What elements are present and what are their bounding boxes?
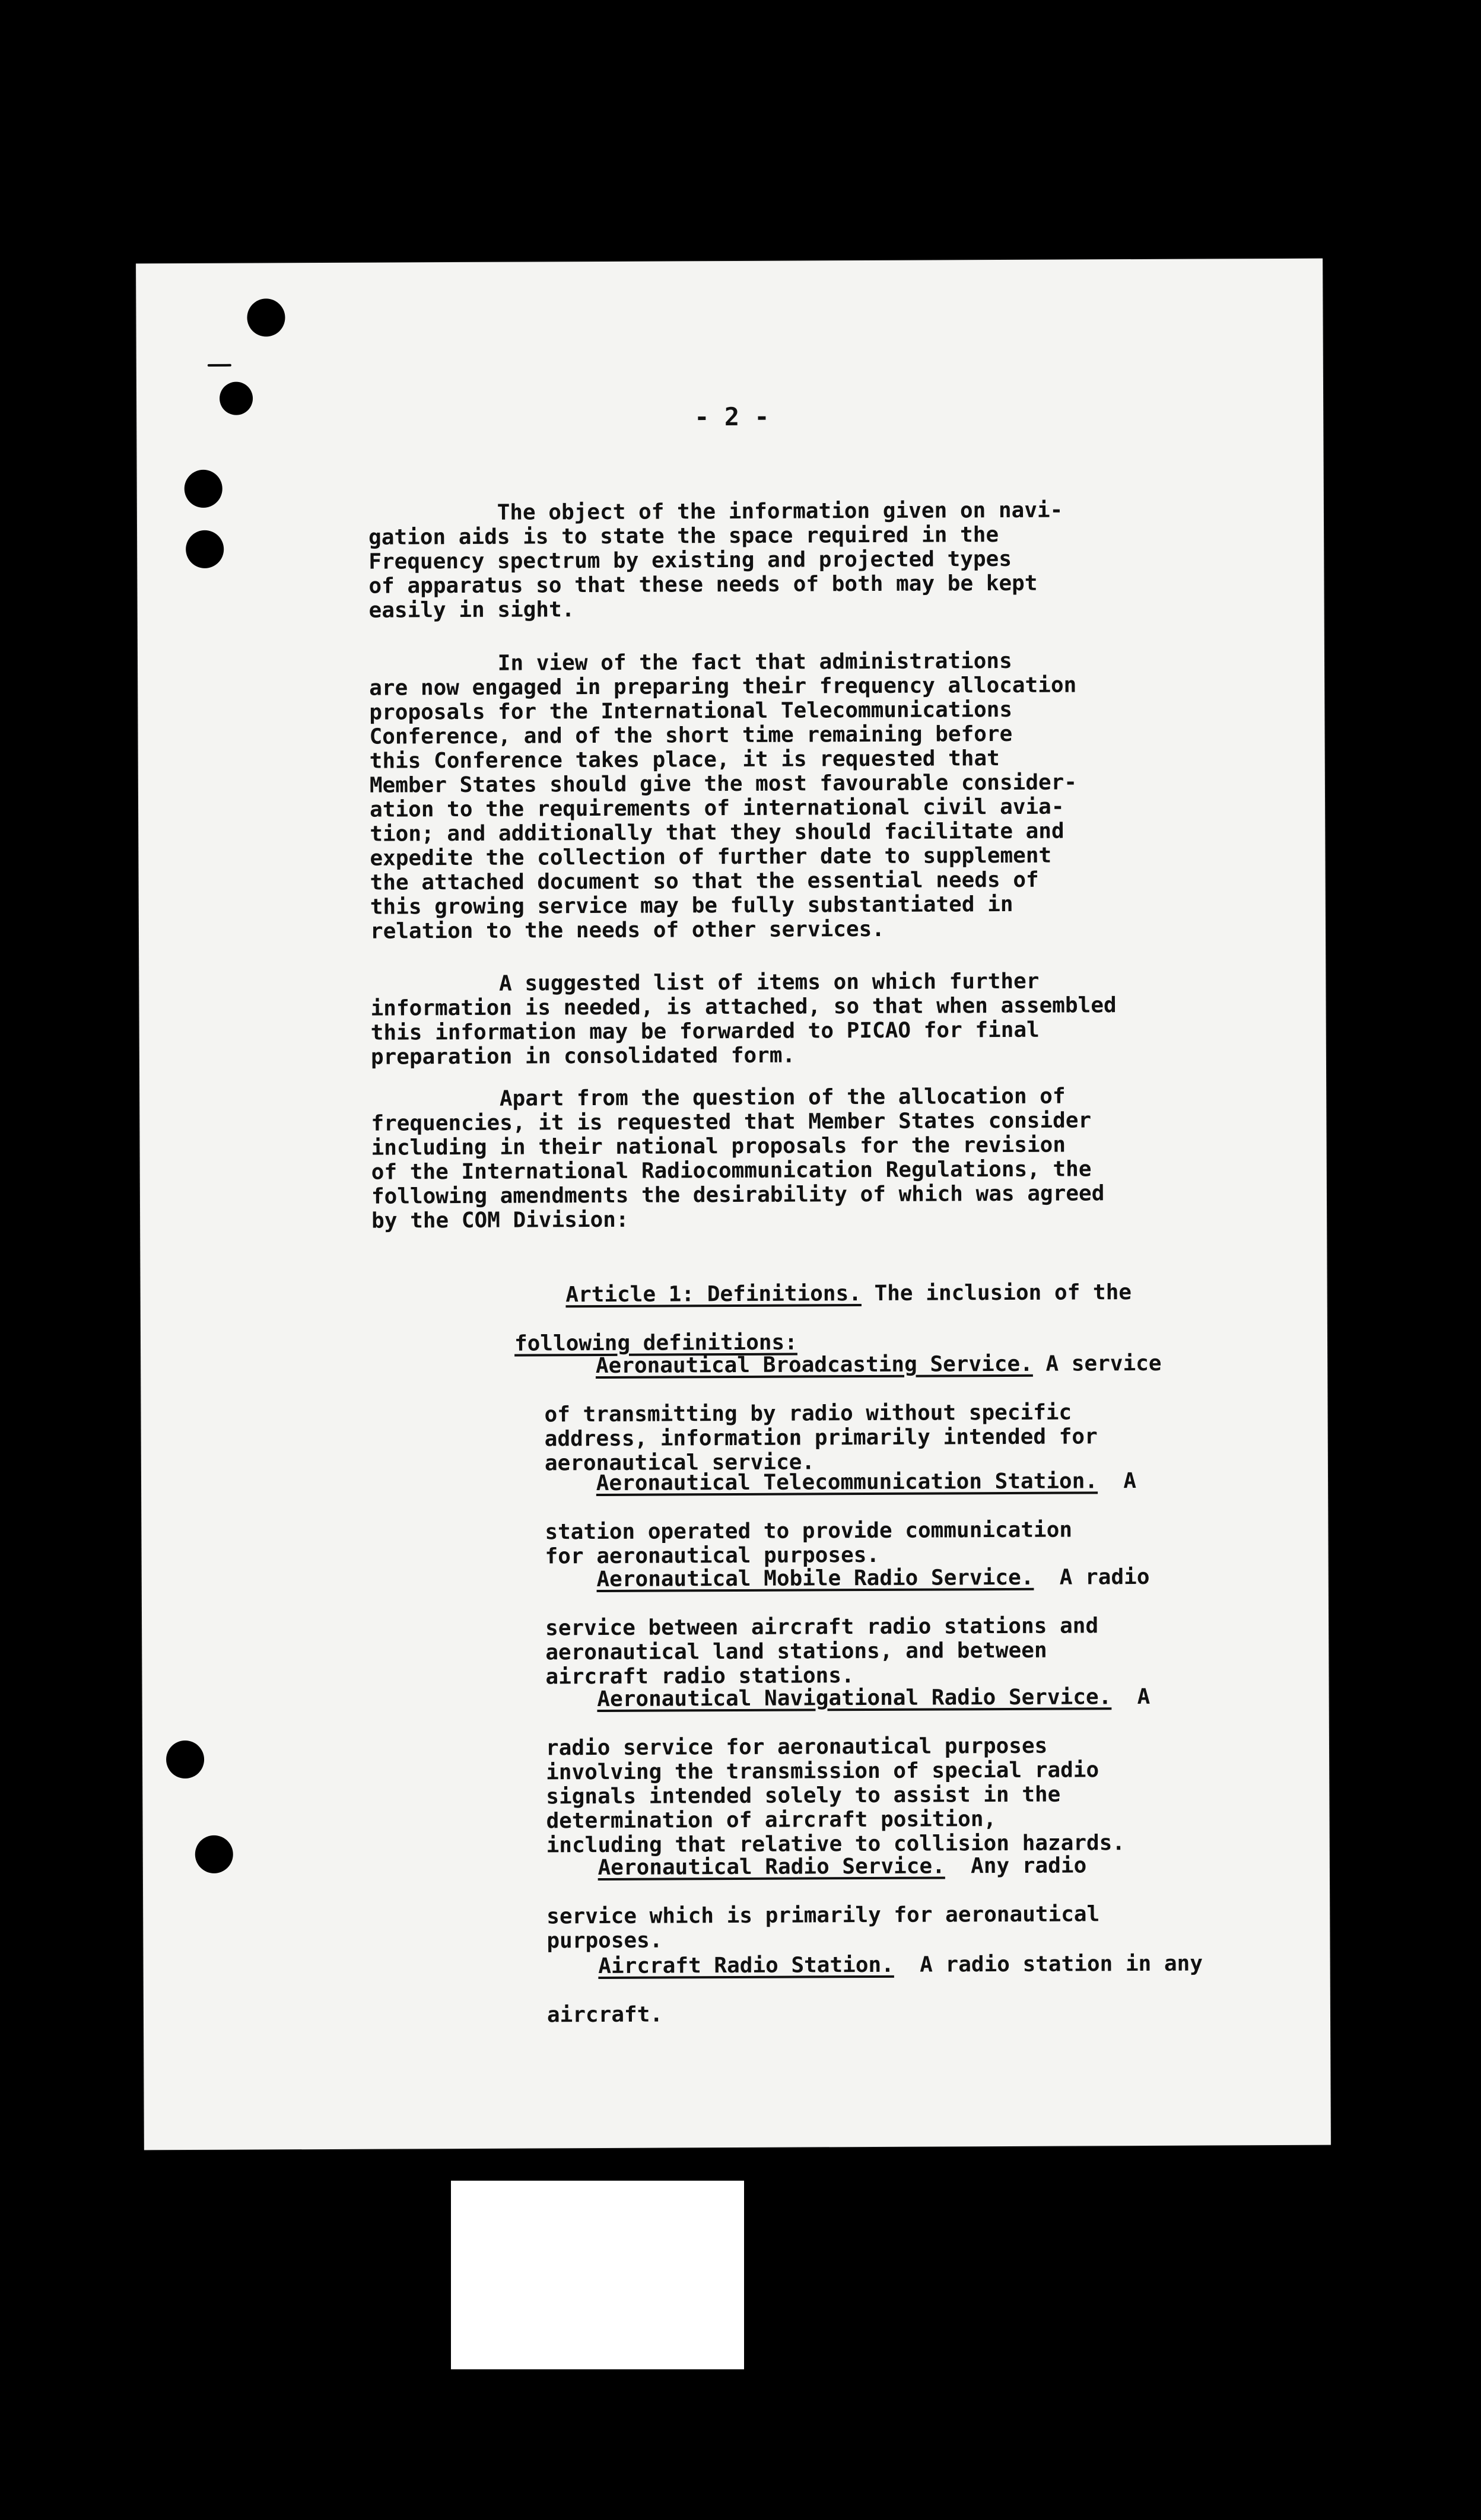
definition-term: Aeronautical Navigational Radio Service. [597, 1685, 1112, 1712]
definition-body: service which is primarily for aeronautical purposes. [546, 1902, 1100, 1953]
punch-hole [166, 1741, 204, 1778]
article-title: Article 1: Definitions. [565, 1281, 862, 1307]
punch-hole [247, 298, 285, 336]
blank-label [451, 2181, 744, 2369]
definition-term: Aeronautical Telecommunication Station. [596, 1469, 1098, 1496]
definition-term: Aeronautical Radio Service. [598, 1854, 945, 1881]
punch-hole [220, 382, 253, 415]
definition-term-tail: A service [1032, 1351, 1162, 1376]
article-title-line2: following definitions: [514, 1330, 797, 1356]
punch-hole [186, 530, 224, 568]
paragraph-administrations: In view of the fact that administrations are now engaged in preparing their frequency allocation proposals for the International Telecommunications Conference, and of the short time remaining before this Conference takes place, it is requested that Member States should give the most favourable consider- ation to the requirements of international civil avia- tion; and additionally that they should facilitate and expedite the collection of further date to supplement the attached document so that the essential needs of this growing service may be fully substantiated in relation to the needs of other services. [368, 648, 1078, 944]
definition-term-tail: A [1097, 1469, 1137, 1494]
definition-term-tail: A radio station in any [894, 1951, 1203, 1977]
punch-hole [195, 1835, 233, 1873]
paragraph-suggested-list: A suggested list of items on which further information is needed, is attached, so that when assembled this information may be forwarded to PICAO for final preparation in consolidated form. [370, 969, 1117, 1070]
page-number: - 2 - [694, 402, 770, 432]
definition-item [546, 1927, 1203, 2052]
definition-term-tail: A [1111, 1684, 1151, 1710]
definition-term-tail: A radio [1034, 1564, 1150, 1590]
document-page [136, 259, 1331, 2150]
definition-body: of transmitting by radio without specific address, information primarily intended for aeronautical service. [544, 1400, 1098, 1476]
punch-hole [185, 470, 223, 508]
definition-term: Aircraft Radio Station. [598, 1952, 894, 1979]
margin-mark [208, 364, 231, 367]
paragraph-navigation-aids: The object of the information given on navi- gation aids is to state the space required in the Frequency spectrum by existing and projected types of apparatus so that these needs of both may be kept easily in sight. [368, 498, 1063, 623]
definition-term-tail: Any radio [945, 1853, 1087, 1879]
definition-body: radio service for aeronautical purposes involving the transmission of special radio signals intended solely to assist in the determination of aircraft position, including that relative to collision hazards. [545, 1733, 1126, 1858]
definition-body: service between aircraft radio stations and aeronautical land stations, and between aircraft radio stations. [545, 1614, 1099, 1689]
definition-body: aircraft. [546, 2002, 663, 2028]
definition-term: Aeronautical Broadcasting Service. [595, 1351, 1033, 1379]
article-title-rest: The inclusion of the [861, 1280, 1132, 1306]
paragraph-amendments: Apart from the question of the allocation of frequencies, it is requested that Member States consider including in their national proposals for the revision of the International Radiocommunication Regulations, the following amendments the desirability of which was agreed by the COM Division: [371, 1084, 1105, 1233]
definition-term: Aeronautical Mobile Radio Service. [596, 1565, 1034, 1592]
definition-body: station operated to provide communication for aeronautical purposes. [545, 1517, 1073, 1569]
